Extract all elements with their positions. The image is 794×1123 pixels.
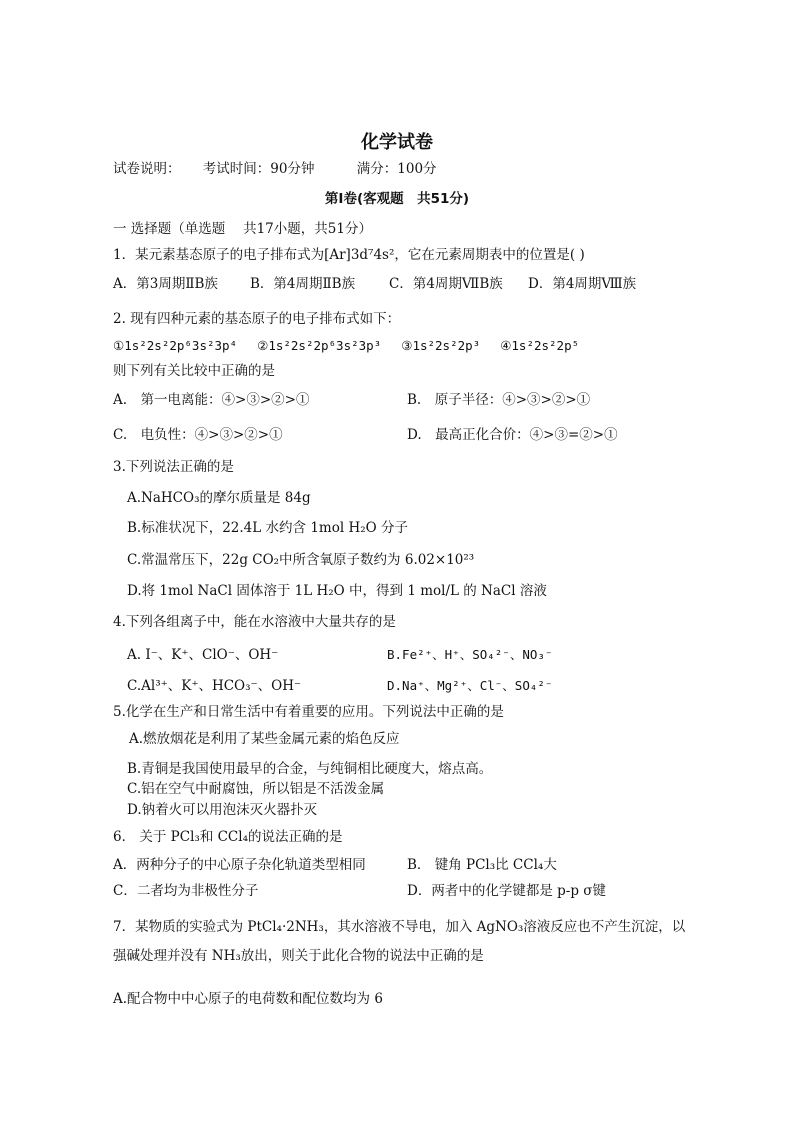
exam-time: 考试时间：90分钟 bbox=[202, 161, 315, 177]
q3-stem: 3.下列说法正确的是 bbox=[113, 459, 234, 475]
q5-stem: 5.化学在生产和日常生活中有着重要的应用。下列说法中正确的是 bbox=[113, 704, 504, 720]
q1-option-c: C．第4周期ⅦB族 bbox=[389, 276, 503, 292]
q1-option-a: A．第3周期ⅡB族 bbox=[113, 276, 218, 292]
info-label: 试卷说明： bbox=[113, 161, 181, 177]
part-heading: 一 选择题（单选题 共17小题，共51分） bbox=[113, 221, 372, 237]
exam-title: 化学试卷 bbox=[361, 132, 433, 153]
q6-option-b: B． 键角 PCl₃比 CCl₄大 bbox=[407, 857, 557, 873]
q5-option-a: A.燃放烟花是利用了某些金属元素的焰色反应 bbox=[129, 731, 400, 747]
exam-info bbox=[113, 160, 437, 178]
q1-option-b: B．第4周期ⅡB族 bbox=[250, 276, 356, 292]
q6-option-d: D．两者中的化学键都是 p-p σ键 bbox=[407, 883, 606, 899]
q2-stem: 2. 现有四种元素的基态原子的电子排布式如下： bbox=[113, 311, 401, 327]
q4-option-a: A. I⁻、K⁺、ClO⁻、OH⁻ bbox=[127, 647, 279, 663]
q2-configs: ①1s²2s²2p⁶3s²3p⁴ ②1s²2s²2p⁶3s²3p³ ③1s²2s²2p³ ④1s²2s²2p⁵ bbox=[113, 338, 580, 353]
q7-option-a: A.配合物中中心原子的电荷数和配位数均为 6 bbox=[113, 991, 383, 1007]
q6-option-c: C．二者均为非极性分子 bbox=[113, 883, 259, 899]
q5-option-c: C.铝在空气中耐腐蚀，所以铝是不活泼金属 bbox=[127, 781, 385, 797]
q3-option-d: D.将 1mol NaCl 固体溶于 1L H₂O 中，得到 1 mol/L 的 NaCl 溶液 bbox=[127, 583, 547, 599]
q6-stem: 6． 关于 PCl₃和 CCl₄的说法正确的是 bbox=[113, 829, 343, 845]
q2-prompt: 则下列有关比较中正确的是 bbox=[113, 363, 275, 379]
q5-option-b: B.青铜是我国使用最早的合金，与纯铜相比硬度大，熔点高。 bbox=[127, 761, 493, 777]
q2-option-a: A. 第一电离能：④>③>②>① bbox=[113, 392, 310, 408]
q5-option-d: D.钠着火可以用泡沫灭火器扑灭 bbox=[127, 802, 318, 818]
q3-option-c: C.常温常压下，22g CO₂中所含氧原子数约为 6.02×10²³ bbox=[127, 552, 475, 568]
q4-option-b: B.Fe²⁺、H⁺、SO₄²⁻、NO₃⁻ bbox=[387, 647, 553, 662]
q2-option-d: D. 最高正化合价：④>③=②>① bbox=[407, 427, 618, 443]
q7-stem-line2: 强碱处理并没有 NH₃放出，则关于此化合物的说法中正确的是 bbox=[113, 948, 484, 964]
q4-stem: 4.下列各组离子中，能在水溶液中大量共存的是 bbox=[113, 614, 396, 630]
q1-stem: 1．某元素基态原子的电子排布式为[Ar]3d⁷4s²，它在元素周期表中的位置是( ) bbox=[113, 247, 585, 263]
q2-option-c: C. 电负性：④>③>②>① bbox=[113, 427, 283, 443]
q6-option-a: A．两种分子的中心原子杂化轨道类型相同 bbox=[113, 857, 366, 873]
q7-stem-line1: 7．某物质的实验式为 PtCl₄·2NH₃，其水溶液不导电，加入 AgNO₃溶液反应也不产生沉淀，以 bbox=[113, 919, 686, 935]
q1-option-d: D．第4周期Ⅷ族 bbox=[528, 276, 637, 292]
q3-option-a: A.NaHCO₃的摩尔质量是 84g bbox=[127, 490, 311, 506]
q3-option-b: B.标准状况下，22.4L 水约含 1mol H₂O 分子 bbox=[127, 520, 408, 536]
exam-score: 满分：100分 bbox=[356, 161, 437, 177]
section-heading: 第Ⅰ卷(客观题 共51分) bbox=[324, 191, 470, 207]
q4-option-c: C.Al³⁺、K⁺、HCO₃⁻、OH⁻ bbox=[127, 678, 302, 694]
q2-option-b: B. 原子半径：④>③>②>① bbox=[407, 392, 591, 408]
q4-option-d: D.Na⁺、Mg²⁺、Cl⁻、SO₄²⁻ bbox=[387, 678, 553, 693]
